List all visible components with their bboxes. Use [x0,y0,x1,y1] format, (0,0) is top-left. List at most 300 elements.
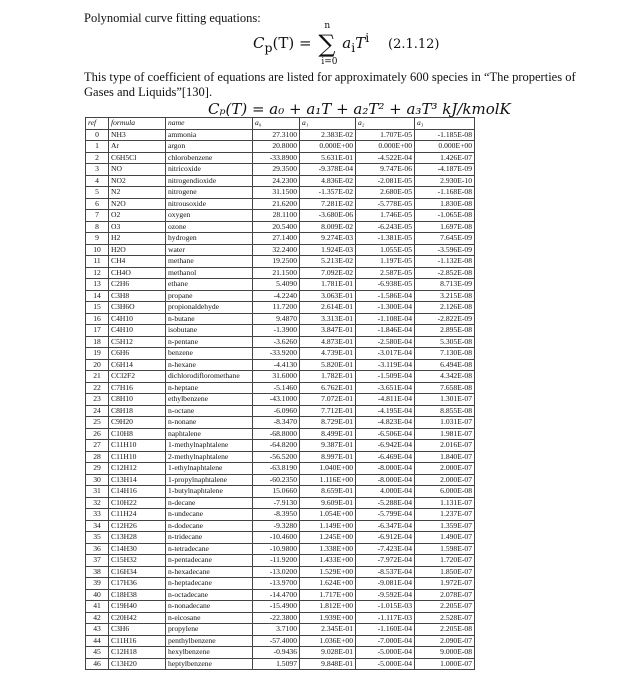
cell-a1: 8.499E-01 [300,428,356,440]
cell-ref: 30 [86,474,109,486]
cell-a2: -2.580E-04 [356,336,415,348]
table-row [86,428,475,440]
cell-a3: 2.090E-07 [415,635,475,647]
table-row [86,210,475,222]
cell-a2: -8.537E-04 [356,566,415,578]
cell-name: 1-butylnaphtalene [166,486,253,498]
cell-a0: 32.2400 [253,244,300,256]
cell-a0: -60.2350 [253,474,300,486]
table-row [86,463,475,475]
cell-name: oxygen [166,210,253,222]
cell-ref: 41 [86,601,109,613]
cell-a1: 4.739E-01 [300,348,356,360]
cell-a1: 1.782E-01 [300,371,356,383]
cell-name: n-butane [166,313,253,325]
cell-name: nitrousoxide [166,198,253,210]
cell-name: 2-methylnaphtalene [166,451,253,463]
cell-ref: 17 [86,325,109,337]
cell-name: 1-methylnaphtalene [166,440,253,452]
cell-a3: 1.359E-07 [415,520,475,532]
cell-ref: 31 [86,486,109,498]
cell-a3: 5.305E-08 [415,336,475,348]
table-row [86,152,475,164]
cell-a3: 2.000E-07 [415,474,475,486]
cell-a3: 1.426E-07 [415,152,475,164]
table-row [86,509,475,521]
cell-a1: 1.529E+00 [300,566,356,578]
cell-a2: -5.000E-04 [356,647,415,659]
column-header-a2: a₂ [356,118,415,130]
cell-a2: 1.707E-05 [356,129,415,141]
sigma-symbol: ∑ n i=0 [318,21,338,67]
cell-name: 1-propylnaphtalene [166,474,253,486]
table-row [86,520,475,532]
column-header-a0: a₀ [253,118,300,130]
cell-a3: 1.972E-07 [415,578,475,590]
cell-a0: -22.3800 [253,612,300,624]
cell-formula: NO [109,164,166,176]
cell-formula: C6H14 [109,359,166,371]
cell-a3: 4.342E-08 [415,371,475,383]
cell-formula: NH3 [109,129,166,141]
table-row [86,141,475,153]
cell-name: propylene [166,624,253,636]
cell-name: isobutane [166,325,253,337]
cell-formula: C10H22 [109,497,166,509]
cell-ref: 33 [86,509,109,521]
cell-a2: -5.799E-04 [356,509,415,521]
table-row [86,474,475,486]
cell-formula: C17H36 [109,578,166,590]
table-row [86,336,475,348]
cell-a2: -2.081E-05 [356,175,415,187]
cell-a1: 1.939E+00 [300,612,356,624]
cell-a0: 19.2500 [253,256,300,268]
cell-formula: O2 [109,210,166,222]
cell-formula: H2O [109,244,166,256]
cell-ref: 11 [86,256,109,268]
cell-a3: 2.016E-07 [415,440,475,452]
cell-formula: C13H20 [109,658,166,670]
eq1-term-sub: i [351,40,356,55]
cell-a2: 2.587E-05 [356,267,415,279]
cell-formula: C18H38 [109,589,166,601]
cell-formula: C6H5Cl [109,152,166,164]
cell-a1: 9.387E-01 [300,440,356,452]
cell-a0: 21.1500 [253,267,300,279]
eq1-term-var: T [355,34,366,52]
cell-ref: 6 [86,198,109,210]
cell-ref: 14 [86,290,109,302]
cell-a1: 1.054E+00 [300,509,356,521]
cell-ref: 18 [86,336,109,348]
cell-formula: C11H16 [109,635,166,647]
cell-ref: 16 [86,313,109,325]
cell-name: water [166,244,253,256]
cell-a0: 31.1500 [253,187,300,199]
cell-formula: C14H30 [109,543,166,555]
table-row [86,175,475,187]
cell-name: n-pentane [166,336,253,348]
cell-a0: 1.5097 [253,658,300,670]
cell-formula: C4H10 [109,313,166,325]
cell-ref: 5 [86,187,109,199]
cell-name: n-decane [166,497,253,509]
table-row [86,589,475,601]
table-row [86,302,475,314]
cell-ref: 26 [86,428,109,440]
cell-a2: 1.746E-05 [356,210,415,222]
cell-name: naphtalene [166,428,253,440]
cell-a0: 9.4870 [253,313,300,325]
cell-name: n-hexadecane [166,566,253,578]
table-row [86,267,475,279]
cell-a1: 1.924E-03 [300,244,356,256]
equation-number: (2.1.12) [388,37,440,52]
cell-ref: 15 [86,302,109,314]
cell-a0: -57.4000 [253,635,300,647]
cell-a1: 7.281E-02 [300,198,356,210]
cell-a1: 3.313E-01 [300,313,356,325]
cell-formula: C3H6 [109,624,166,636]
table-row [86,566,475,578]
cell-a0: 31.6000 [253,371,300,383]
cell-ref: 45 [86,647,109,659]
cell-a2: -6.243E-05 [356,221,415,233]
table-row [86,187,475,199]
cell-a2: -7.000E-04 [356,635,415,647]
cell-name: n-nonadecane [166,601,253,613]
cell-formula: C10H8 [109,428,166,440]
cell-a2: 1.055E-05 [356,244,415,256]
cell-a3: 3.215E-08 [415,290,475,302]
table-row [86,394,475,406]
cell-name: benzene [166,348,253,360]
cell-a3: 7.658E-08 [415,382,475,394]
cell-a2: -1.509E-04 [356,371,415,383]
cell-a1: 1.338E+00 [300,543,356,555]
cell-a1: 2.614E-01 [300,302,356,314]
cell-a1: 1.781E-01 [300,279,356,291]
cell-a2: -3.017E-04 [356,348,415,360]
cell-a0: 20.5400 [253,221,300,233]
cell-a0: 28.1100 [253,210,300,222]
cell-a2: -3.651E-04 [356,382,415,394]
cell-name: n-heptane [166,382,253,394]
cell-a1: 7.712E-01 [300,405,356,417]
cell-a0: -4.2240 [253,290,300,302]
cell-a0: -43.1000 [253,394,300,406]
coefficient-table-wrapper [85,117,475,670]
cell-a3: 9.000E-08 [415,647,475,659]
cell-ref: 40 [86,589,109,601]
cell-a1: 5.631E-01 [300,152,356,164]
cell-a2: -7.423E-04 [356,543,415,555]
cell-name: n-pentadecane [166,555,253,567]
cell-a2: -6.506E-04 [356,428,415,440]
cell-ref: 24 [86,405,109,417]
cell-a2: -4.522E-04 [356,152,415,164]
table-row [86,221,475,233]
cell-ref: 8 [86,221,109,233]
cell-formula: N2O [109,198,166,210]
cell-a1: 9.609E-01 [300,497,356,509]
cell-a1: 0.000E+00 [300,141,356,153]
cell-name: penthylbenzene [166,635,253,647]
cell-name: nitricoxide [166,164,253,176]
sum-lower-limit: i=0 [321,57,338,67]
cell-a3: -1.185E-08 [415,129,475,141]
cell-ref: 13 [86,279,109,291]
cell-a0: -5.1460 [253,382,300,394]
cell-a1: 1.812E+00 [300,601,356,613]
cell-a0: -15.4900 [253,601,300,613]
cell-a0: -64.8200 [253,440,300,452]
table-row [86,164,475,176]
coefficient-table [85,117,475,670]
column-header-ref: ref [86,118,109,130]
table-row [86,417,475,429]
cell-a3: 2.000E-07 [415,463,475,475]
cell-a0: -33.9200 [253,348,300,360]
cell-formula: Ar [109,141,166,153]
table-row [86,198,475,210]
cell-a3: 1.840E-07 [415,451,475,463]
cell-a3: 2.528E-07 [415,612,475,624]
table-row [86,279,475,291]
cell-formula: C12H12 [109,463,166,475]
table-row [86,290,475,302]
cell-name: n-heptadecane [166,578,253,590]
cell-a2: -1.381E-05 [356,233,415,245]
cell-a3: 1.720E-07 [415,555,475,567]
cell-name: methanol [166,267,253,279]
cell-ref: 19 [86,348,109,360]
cell-a0: -63.8190 [253,463,300,475]
cell-formula: CH4O [109,267,166,279]
cell-a0: -1.3900 [253,325,300,337]
cell-a3: 1.237E-07 [415,509,475,521]
cell-a1: 5.820E-01 [300,359,356,371]
eq1-lhs-sub: p [264,40,273,55]
cell-a2: -5.000E-04 [356,658,415,670]
cell-a3: 1.301E-07 [415,394,475,406]
cell-formula: CH4 [109,256,166,268]
cell-a1: 7.092E-02 [300,267,356,279]
cell-name: n-tetradecane [166,543,253,555]
cell-a1: 8.009E-02 [300,221,356,233]
cell-a0: 20.8000 [253,141,300,153]
cell-a0: 3.7100 [253,624,300,636]
cell-a3: 2.126E-08 [415,302,475,314]
table-row [86,612,475,624]
cell-name: n-octane [166,405,253,417]
cell-a0: -10.9800 [253,543,300,555]
cell-a0: -4.4130 [253,359,300,371]
cell-ref: 9 [86,233,109,245]
cell-a1: 2.345E-01 [300,624,356,636]
table-row [86,440,475,452]
cell-a3: -2.852E-08 [415,267,475,279]
table-row [86,325,475,337]
cell-name: ethylbenzene [166,394,253,406]
cell-name: propane [166,290,253,302]
cell-name: propionaldehyde [166,302,253,314]
cell-ref: 22 [86,382,109,394]
cell-a2: -1.300E-04 [356,302,415,314]
cell-a2: -8.000E-04 [356,463,415,475]
column-header-name: name [166,118,253,130]
cell-a0: -7.9130 [253,497,300,509]
cell-a1: -3.680E-06 [300,210,356,222]
cell-ref: 3 [86,164,109,176]
cell-formula: C8H18 [109,405,166,417]
cell-a2: -5.778E-05 [356,198,415,210]
polynomial-equation: Cₚ(T) = a₀ + a₁T + a₂T² + a₃T³ kJ/kmolK [208,100,511,118]
cell-a3: 7.130E-08 [415,348,475,360]
cell-name: n-nonane [166,417,253,429]
cell-formula: C11H24 [109,509,166,521]
table-row [86,451,475,463]
cell-a2: -6.938E-05 [356,279,415,291]
cell-formula: C12H18 [109,647,166,659]
cell-name: ammonia [166,129,253,141]
table-row [86,486,475,498]
cell-name: nitrogendioxide [166,175,253,187]
cell-a0: 29.3500 [253,164,300,176]
cell-formula: C14H16 [109,486,166,498]
cell-formula: C3H6O [109,302,166,314]
cell-formula: C9H20 [109,417,166,429]
table-row [86,359,475,371]
cell-a3: -1.168E-08 [415,187,475,199]
cell-a2: -4.811E-04 [356,394,415,406]
table-body [86,129,475,670]
table-row [86,382,475,394]
cell-a0: -13.0200 [253,566,300,578]
cell-a0: 24.2300 [253,175,300,187]
cell-a3: 1.981E-07 [415,428,475,440]
cell-formula: C3H8 [109,290,166,302]
cell-a2: -1.160E-04 [356,624,415,636]
cell-a1: -9.378E-04 [300,164,356,176]
cell-formula: C4H10 [109,325,166,337]
cell-formula: NO2 [109,175,166,187]
table-row [86,532,475,544]
cell-a0: -9.3280 [253,520,300,532]
cell-a1: 1.116E+00 [300,474,356,486]
cell-a0: -6.0960 [253,405,300,417]
cell-a1: 1.717E+00 [300,589,356,601]
cell-ref: 42 [86,612,109,624]
cell-ref: 35 [86,532,109,544]
cell-a1: 1.040E+00 [300,463,356,475]
cell-a3: 2.930E-10 [415,175,475,187]
cell-a2: 4.000E-04 [356,486,415,498]
cell-ref: 43 [86,624,109,636]
cell-a3: 2.895E-08 [415,325,475,337]
cell-formula: C2H6 [109,279,166,291]
cell-ref: 0 [86,129,109,141]
cell-a3: -2.822E-09 [415,313,475,325]
cell-formula: N2 [109,187,166,199]
cell-a3: 1.000E-07 [415,658,475,670]
eq1-term-sup: i [365,30,370,45]
table-row [86,371,475,383]
cell-a0: -11.9200 [253,555,300,567]
cell-a1: 1.149E+00 [300,520,356,532]
cell-ref: 38 [86,566,109,578]
column-header-a3: a₃ [415,118,475,130]
cell-a2: -1.015E-03 [356,601,415,613]
cell-a1: 7.072E-01 [300,394,356,406]
table-row [86,256,475,268]
cell-formula: C12H26 [109,520,166,532]
cell-a2: 9.747E-06 [356,164,415,176]
cell-a1: 3.063E-01 [300,290,356,302]
cell-a2: -6.942E-04 [356,440,415,452]
table-row [86,543,475,555]
cell-a0: -8.3470 [253,417,300,429]
cell-a3: -4.187E-09 [415,164,475,176]
cell-a0: -33.8900 [253,152,300,164]
cell-formula: C20H42 [109,612,166,624]
cell-a1: 8.659E-01 [300,486,356,498]
cell-name: dichlorodifloromethane [166,371,253,383]
cell-formula: C5H12 [109,336,166,348]
cell-a3: 2.078E-07 [415,589,475,601]
cell-a3: 8.713E-09 [415,279,475,291]
cell-name: n-dodecane [166,520,253,532]
table-row [86,497,475,509]
cell-ref: 44 [86,635,109,647]
table-row [86,658,475,670]
cell-ref: 34 [86,520,109,532]
cell-a3: 8.855E-08 [415,405,475,417]
cell-a3: 1.490E-07 [415,532,475,544]
cell-a3: 1.131E-07 [415,497,475,509]
cell-name: ethane [166,279,253,291]
cell-a0: 5.4090 [253,279,300,291]
cell-a0: -0.9436 [253,647,300,659]
cell-a2: 0.000E+00 [356,141,415,153]
cell-formula: H2 [109,233,166,245]
cell-a2: -1.108E-04 [356,313,415,325]
section-heading: Polynomial curve fitting equations: [84,11,261,25]
cell-a0: -13.9700 [253,578,300,590]
cell-a3: 1.697E-08 [415,221,475,233]
cell-formula: C11H10 [109,451,166,463]
cell-name: hydrogen [166,233,253,245]
cell-a2: -6.912E-04 [356,532,415,544]
cell-a3: 1.598E-07 [415,543,475,555]
cell-formula: C7H16 [109,382,166,394]
cell-a1: 9.028E-01 [300,647,356,659]
table-row [86,405,475,417]
cell-ref: 25 [86,417,109,429]
cell-name: 1-ethylnaphtalene [166,463,253,475]
cell-a2: -9.592E-04 [356,589,415,601]
table-row [86,647,475,659]
cell-a2: 1.197E-05 [356,256,415,268]
cell-ref: 32 [86,497,109,509]
cell-a1: 5.213E-02 [300,256,356,268]
cell-a1: 9.274E-03 [300,233,356,245]
summation-equation [253,21,440,67]
cell-a2: -3.119E-04 [356,359,415,371]
cell-ref: 20 [86,359,109,371]
cell-a3: 0.000E+00 [415,141,475,153]
